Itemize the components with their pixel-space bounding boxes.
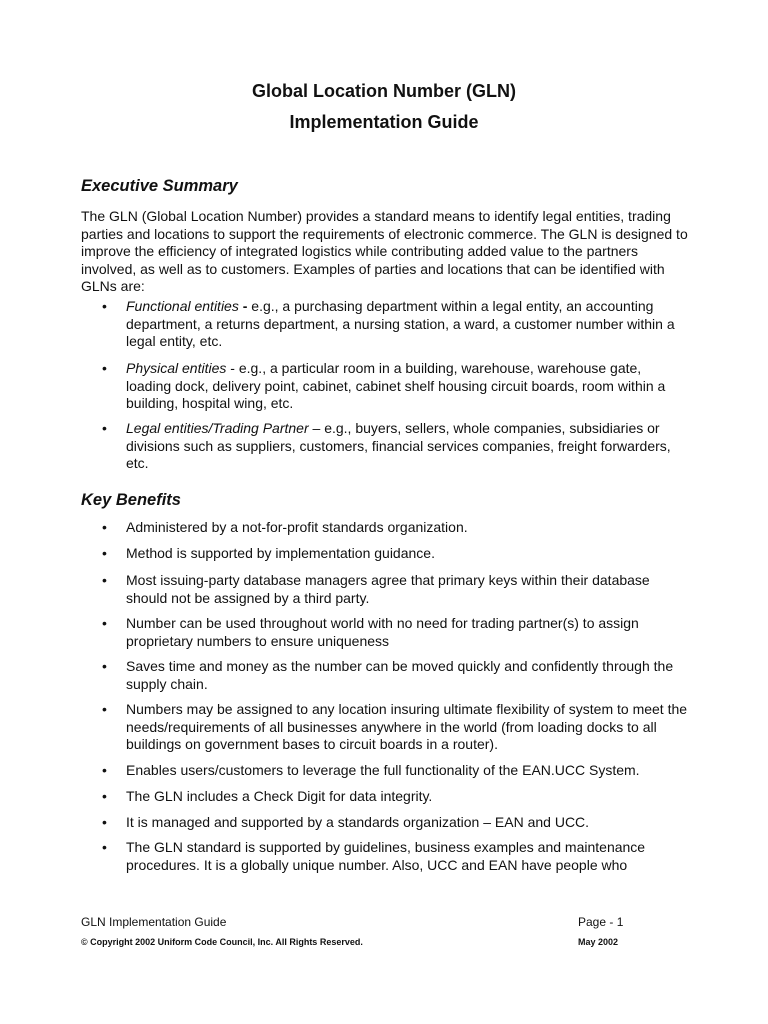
- list-item-text: Enables users/customers to leverage the full functionality of the EAN.UCC System.: [126, 762, 640, 778]
- bullet-icon: •: [102, 814, 107, 830]
- list-item-lead: Physical entities: [126, 360, 227, 376]
- list-item-separator: -: [226, 360, 239, 376]
- list-item-lead: Legal entities/Trading Partner: [126, 420, 309, 436]
- footer-document-title: GLN Implementation Guide: [81, 915, 227, 929]
- executive-summary-heading: Executive Summary: [81, 177, 238, 195]
- bullet-icon: •: [102, 788, 107, 804]
- bullet-icon: •: [102, 615, 107, 631]
- bullet-icon: •: [102, 762, 107, 778]
- bullet-icon: •: [102, 839, 107, 855]
- document-title-line2: Implementation Guide: [289, 112, 479, 132]
- list-item-text: [126, 298, 688, 351]
- bullet-icon: •: [102, 298, 107, 314]
- bullet-icon: •: [102, 658, 107, 674]
- bullet-icon: •: [102, 545, 107, 561]
- executive-summary-intro: The GLN (Global Location Number) provides a standard means to identify legal entities, trading parties and locations to support the requirements of electronic commerce. The GLN is designed to improve the efficiency of integrated logistics while contributing added value to the partners involved, as well as to customers. Examples of parties and locations that can be identified with GLNs are:: [81, 208, 688, 294]
- list-item-separator: –: [308, 420, 325, 436]
- list-item-text: Method is supported by implementation guidance.: [126, 545, 435, 561]
- list-item-text: The GLN includes a Check Digit for data integrity.: [126, 788, 433, 804]
- list-item-text: [126, 420, 688, 473]
- list-item-text: Most issuing-party database managers agree that primary keys within their database should not be assigned by a third party.: [126, 572, 650, 606]
- list-item-text: Saves time and money as the number can be moved quickly and confidently through the supply chain.: [126, 658, 674, 692]
- list-item-text: Administered by a not-for-profit standards organization.: [126, 519, 468, 535]
- footer-copyright: © Copyright 2002 Uniform Code Council, Inc. All Rights Reserved.: [81, 937, 363, 947]
- list-item-body: e.g., buyers, sellers, whole companies, subsidiaries or divisions such as suppliers, customers, financial services companies, freight forwarders, etc.: [126, 420, 671, 471]
- bullet-icon: •: [102, 420, 107, 436]
- list-item-body: e.g., a particular room in a building, warehouse, warehouse gate, loading dock, delivery point, cabinet, cabinet shelf housing circuit boards, room within a building, hospital wing, etc.: [126, 360, 666, 411]
- list-item-text: [126, 360, 688, 413]
- list-item-text: The GLN standard is supported by guidelines, business examples and maintenance procedures. It is a globally unique number. Also, UCC and EAN have people who: [126, 839, 646, 873]
- bullet-icon: •: [102, 701, 107, 717]
- list-item-separator: -: [238, 298, 252, 314]
- bullet-icon: •: [102, 572, 107, 588]
- list-item-lead: Functional entities: [126, 298, 239, 314]
- footer-date: May 2002: [578, 937, 619, 947]
- key-benefits-heading: Key Benefits: [81, 491, 181, 509]
- list-item-text: It is managed and supported by a standards organization – EAN and UCC.: [126, 814, 590, 830]
- list-item-text: Number can be used throughout world with no need for trading partner(s) to assign proprietary numbers to ensure uniqueness: [126, 615, 639, 649]
- footer-page-number: Page - 1: [578, 915, 624, 929]
- bullet-icon: •: [102, 519, 107, 535]
- document-title-line1: Global Location Number (GLN): [252, 81, 516, 101]
- bullet-icon: •: [102, 360, 107, 376]
- list-item-body: e.g., a purchasing department within a legal entity, an accounting department, a returns department, a nursing station, a ward, a customer number within a legal entity, etc.: [126, 298, 675, 349]
- list-item-text: Numbers may be assigned to any location insuring ultimate flexibility of system to meet the needs/requirements of all businesses anywhere in the world (from loading docks to all buildings on government bases to circuit boards in a router).: [126, 701, 688, 752]
